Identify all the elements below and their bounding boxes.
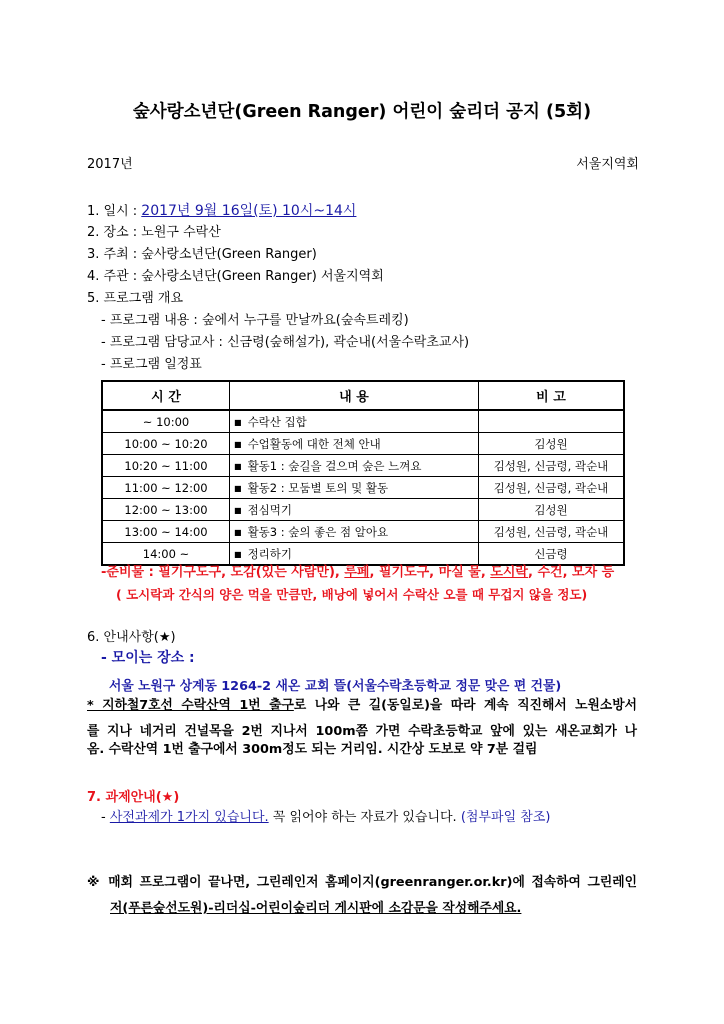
assignment-prior: 사전과제가 1가지 있습니다. bbox=[109, 810, 269, 825]
date-label: 1. 일시 : bbox=[87, 204, 142, 219]
row-note: 김성원, 신금령, 곽순내 bbox=[479, 521, 625, 543]
schedule-table bbox=[101, 380, 625, 566]
year-label: 2017년 bbox=[87, 157, 133, 172]
header-content: 내 용 bbox=[230, 381, 479, 410]
bullet-icon: ■ bbox=[234, 505, 242, 515]
supplies-lunch: 도시락 bbox=[490, 565, 528, 580]
row-note: 김성원, 신금령, 곽순내 bbox=[479, 455, 625, 477]
row-note bbox=[479, 410, 625, 433]
organization-label: 서울지역회 bbox=[576, 157, 639, 172]
table-header-row bbox=[102, 381, 624, 410]
row-desc: ■ 활동1 : 숲길을 걸으며 숲은 느껴요 bbox=[230, 455, 479, 477]
bullet-icon: ■ bbox=[234, 461, 242, 471]
guide-heading: 6. 안내사항(★) bbox=[87, 630, 176, 645]
table-row bbox=[102, 455, 624, 477]
row-desc: ■ 활동2 : 모둠별 토의 및 활동 bbox=[230, 477, 479, 499]
directions-line-3: 옴. 수락산역 1번 출구에서 300m정도 되는 거리임. 시간상 도보로 약 7분 걸림 bbox=[87, 742, 538, 757]
row-time: 10:20 ~ 11:00 bbox=[102, 455, 230, 477]
row-note: 신금령 bbox=[479, 543, 625, 566]
supplies-line: -준비물 : 필기구도구, 도감(있는 사람만), 루페, 필기도구, 마실 물, 도시락, 수건, 모자 등 bbox=[101, 565, 615, 580]
table-row bbox=[102, 433, 624, 455]
program-heading: 5. 프로그램 개요 bbox=[87, 291, 184, 306]
supplies-note: ( 도시락과 간식의 양은 먹을 만큼만, 배낭에 넣어서 수락산 오를 때 무겁지 않을 정도) bbox=[116, 587, 588, 602]
date-value: 2017년 9월 16일(토) 10시~14시 bbox=[141, 203, 357, 219]
row-desc: ■ 점심먹기 bbox=[230, 499, 479, 521]
bullet-icon: ■ bbox=[234, 549, 242, 559]
bullet-icon: ■ bbox=[234, 483, 242, 493]
program-schedule-label: - 프로그램 일정표 bbox=[101, 357, 202, 372]
meeting-place-label: - 모이는 장소 : bbox=[101, 650, 195, 666]
page-title: 숲사랑소년단(Green Ranger) 어린이 숲리더 공지 (5회) bbox=[132, 102, 592, 122]
table-row bbox=[102, 521, 624, 543]
row-time: 11:00 ~ 12:00 bbox=[102, 477, 230, 499]
row-time: 14:00 ~ bbox=[102, 543, 230, 566]
host-line: 3. 주최 : 숲사랑소년단(Green Ranger) bbox=[87, 247, 317, 262]
bullet-icon: ■ bbox=[234, 439, 242, 449]
directions-line-1: * 지하철7호선 수락산역 1번 출구로 나와 큰 길(동일로)을 따라 계속 직진해서 노원소방서 bbox=[87, 698, 637, 713]
row-desc: ■ 정리하기 bbox=[230, 543, 479, 566]
place-line: 2. 장소 : 노원구 수락산 bbox=[87, 225, 221, 240]
row-note: 김성원 bbox=[479, 433, 625, 455]
meeting-address: 서울 노원구 상계동 1264-2 새온 교회 뜰(서울수락초등학교 정문 맞은 편 건물) bbox=[109, 679, 562, 694]
row-time: 12:00 ~ 13:00 bbox=[102, 499, 230, 521]
table-row bbox=[102, 410, 624, 433]
directions-line-2: 를 지나 네거리 건널목을 2번 지나서 100m쯤 가면 수락초등학교 앞에 있는 새온교회가 나 bbox=[87, 724, 637, 739]
row-note: 김성원, 신금령, 곽순내 bbox=[479, 477, 625, 499]
row-time: 10:00 ~ 10:20 bbox=[102, 433, 230, 455]
assignment-heading: 7. 과제안내(★) bbox=[87, 790, 180, 805]
row-desc: ■ 수락산 집합 bbox=[230, 410, 479, 433]
header-time: 시 간 bbox=[102, 381, 230, 410]
row-time: 13:00 ~ 14:00 bbox=[102, 521, 230, 543]
table-row bbox=[102, 477, 624, 499]
footer-line-2: 저(푸른숲선도원)-리더십-어린이숲리더 게시판에 소감문을 작성해주세요. bbox=[110, 901, 522, 916]
program-teacher: - 프로그램 담당교사 : 신금령(숲해설가), 곽순내(서울수락초교사) bbox=[101, 335, 470, 350]
program-content: - 프로그램 내용 : 숲에서 누구를 만날까요(숲속트레킹) bbox=[101, 313, 409, 328]
bullet-icon: ■ bbox=[234, 417, 242, 427]
row-note: 김성원 bbox=[479, 499, 625, 521]
bullet-icon: ■ bbox=[234, 527, 242, 537]
row-desc: ■ 활동3 : 숲의 좋은 점 알아요 bbox=[230, 521, 479, 543]
footer-line-1: ※ 매회 프로그램이 끝나면, 그린레인저 홈페이지(greenranger.or.kr)에 접속하여 그린레인 bbox=[87, 875, 637, 890]
table-row bbox=[102, 499, 624, 521]
organizer-line: 4. 주관 : 숲사랑소년단(Green Ranger) 서울지역회 bbox=[87, 269, 384, 284]
supplies-loupe: 루페 bbox=[344, 565, 370, 580]
row-time: ~ 10:00 bbox=[102, 410, 230, 433]
header-note: 비 고 bbox=[479, 381, 625, 410]
assignment-line: - 사전과제가 1가지 있습니다. 꼭 읽어야 하는 자료가 있습니다. (첨부파일 참조) bbox=[101, 810, 551, 825]
attachment-reference: (첨부파일 참조) bbox=[460, 810, 551, 825]
row-desc: ■ 수업활동에 대한 전체 안내 bbox=[230, 433, 479, 455]
date-line bbox=[87, 200, 356, 223]
